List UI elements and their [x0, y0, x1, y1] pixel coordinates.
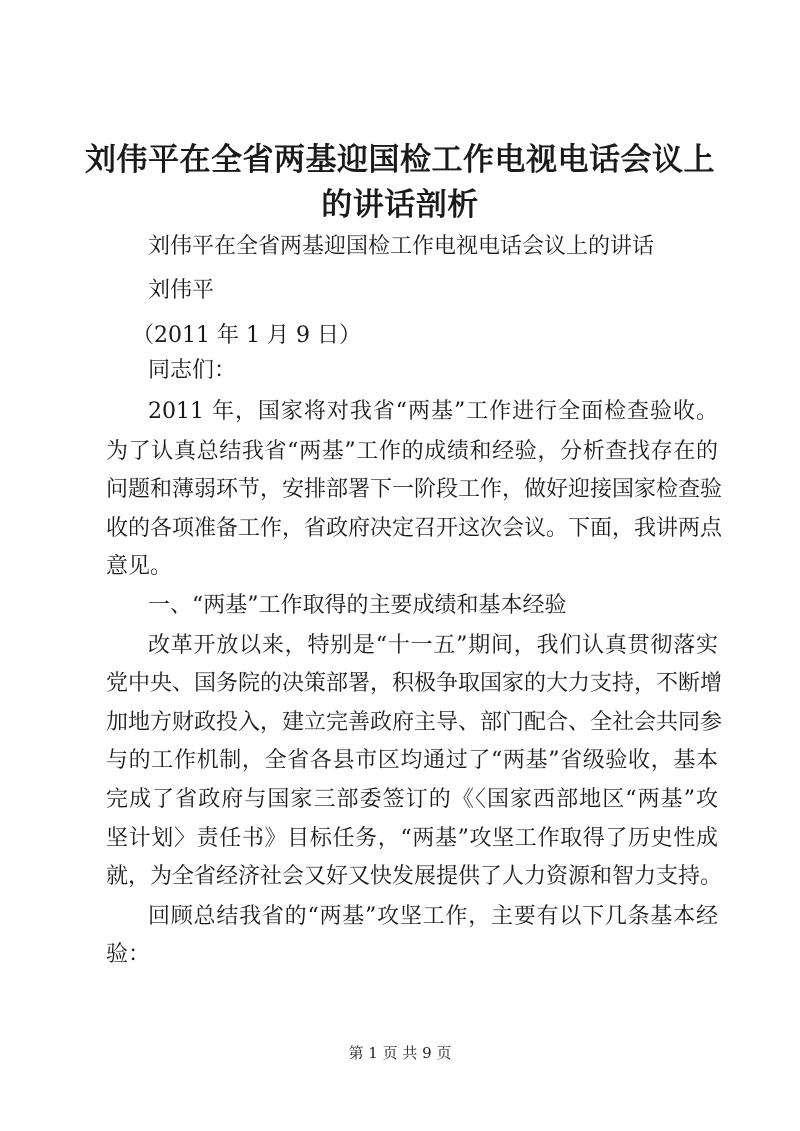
speech-subtitle: 刘伟平在全省两基迎国检工作电视电话会议上的讲话	[148, 234, 655, 259]
speech-date: （2011 年 1 月 9 日）	[132, 323, 361, 348]
salutation: 同志们：	[148, 358, 237, 383]
section-heading: 一、“两基”工作取得的主要成绩和基本经验	[148, 593, 567, 618]
paragraph-1-line: 问题和薄弱环节，安排部署下一阶段工作，做好迎接国家检查验	[106, 477, 723, 502]
paragraph-1-line: 为了认真总结我省“两基”工作的成绩和经验，分析查找存在的	[106, 439, 718, 464]
paragraph-3-line: 验：	[106, 942, 151, 967]
paragraph-2-line: 与的工作机制，全省各县市区均通过了“两基”省级验收，基本	[106, 748, 718, 773]
paragraph-3-line: 回顾总结我省的“两基”攻坚工作，主要有以下几条基本经	[148, 904, 718, 929]
paragraph-1-line: 2011 年，国家将对我省“两基”工作进行全面检查验收。	[148, 399, 718, 424]
paragraph-2-line: 完成了省政府与国家三部委签订的《〈国家西部地区“两基”攻	[106, 787, 718, 812]
paragraph-2-line: 加地方财政投入，建立完善政府主导、部门配合、全社会共同参	[106, 710, 723, 735]
page-number-footer: 第 1 页 共 9 页	[348, 1044, 452, 1062]
paragraph-2-line: 就，为全省经济社会又好又快发展提供了人力资源和智力支持。	[106, 864, 723, 889]
paragraph-2-line: 党中央、国务院的决策部署，积极争取国家的大力支持，不断增	[106, 671, 723, 696]
document-title-line-1: 刘伟平在全省两基迎国检工作电视电话会议上	[85, 142, 715, 178]
paragraph-2-line: 坚计划〉责任书》目标任务，“两基”攻坚工作取得了历史性成	[106, 826, 718, 851]
paragraph-1-line: 收的各项准备工作，省政府决定召开这次会议。下面，我讲两点	[106, 516, 723, 541]
paragraph-2-line: 改革开放以来，特别是“十一五”期间，我们认真贯彻落实	[148, 633, 718, 658]
speaker-name: 刘伟平	[148, 278, 215, 303]
document-title-line-2: 的讲话剖析	[321, 187, 479, 223]
paragraph-1-line: 意见。	[106, 554, 173, 579]
